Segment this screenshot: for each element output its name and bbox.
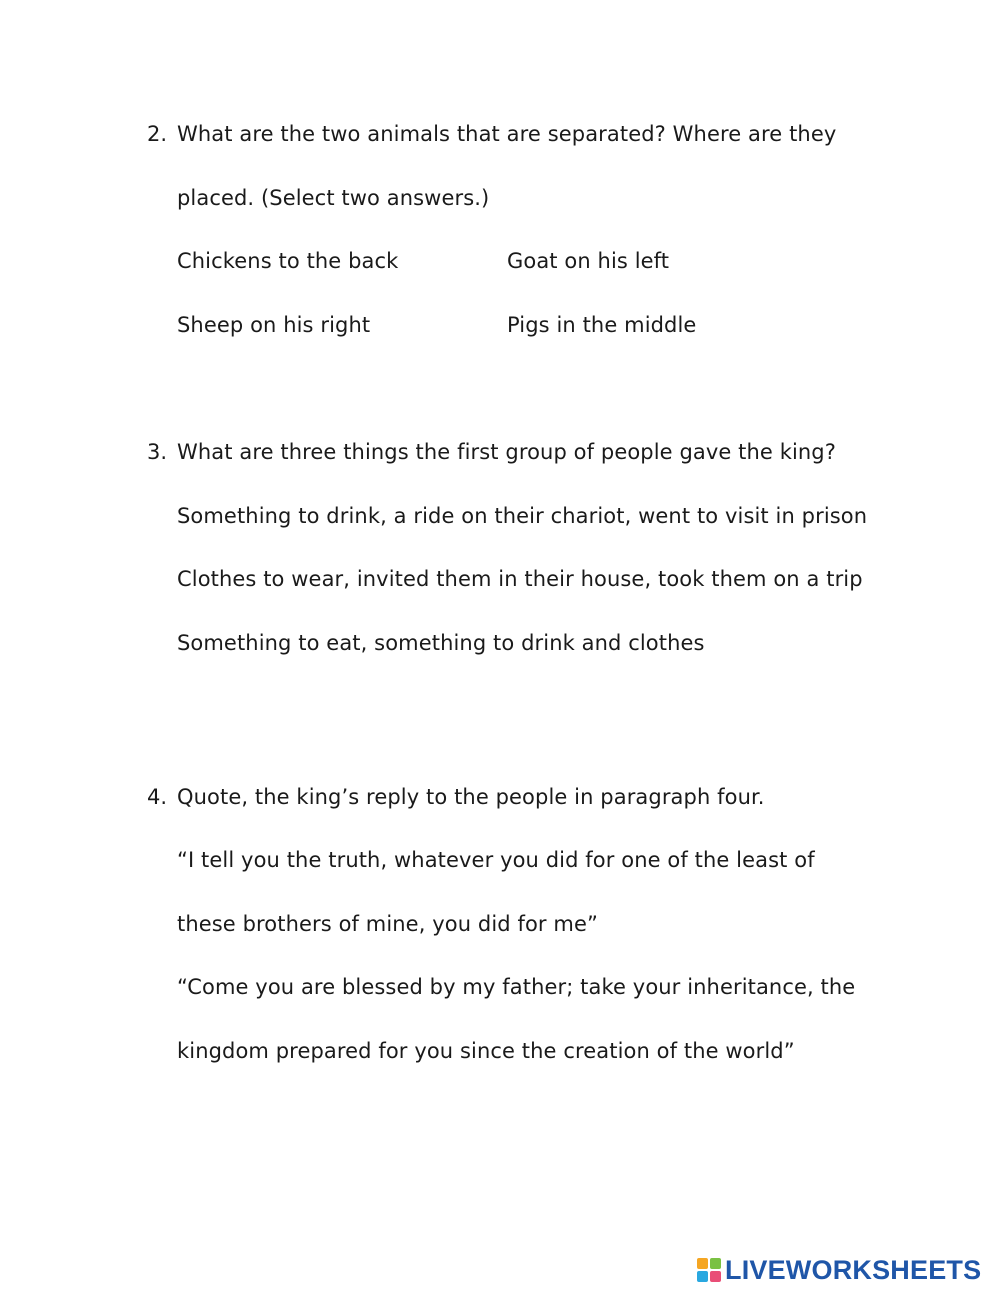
question-number: 4. [147,785,168,809]
question-prompt-line: placed. (Select two answers.) [177,186,490,210]
answer-option[interactable]: Goat on his left [507,249,670,273]
logo-block [710,1271,721,1282]
answer-option-line[interactable]: “Come you are blessed by my father; take your inheritance, the [177,975,856,999]
logo-block [710,1258,721,1269]
answer-option[interactable]: Something to drink, a ride on their chariot, went to visit in prison [177,504,868,528]
question-number: 2. [147,122,168,146]
answer-option-line[interactable]: “I tell you the truth, whatever you did for one of the least of [177,848,815,872]
question-prompt-line: Quote, the king’s reply to the people in paragraph four. [177,785,765,809]
question-prompt-line: What are three things the first group of people gave the king? [177,440,836,464]
question-prompt-line: What are the two animals that are separated? Where are they [177,122,837,146]
question-number: 3. [147,440,168,464]
liveworksheets-logo [697,1255,981,1285]
answer-option[interactable]: Pigs in the middle [507,313,697,337]
answer-option[interactable]: Clothes to wear, invited them in their house, took them on a trip [177,567,863,591]
answer-option[interactable]: Something to eat, something to drink and clothes [177,631,705,655]
logo-block [697,1271,708,1282]
answer-option-line[interactable]: kingdom prepared for you since the creation of the world” [177,1039,795,1063]
answer-option-line[interactable]: these brothers of mine, you did for me” [177,912,598,936]
logo-block [697,1258,708,1269]
answer-option[interactable]: Chickens to the back [177,249,399,273]
answer-option[interactable]: Sheep on his right [177,313,371,337]
logo-blocks-icon [697,1258,721,1282]
logo-text: LIVEWORKSHEETS [725,1255,982,1285]
